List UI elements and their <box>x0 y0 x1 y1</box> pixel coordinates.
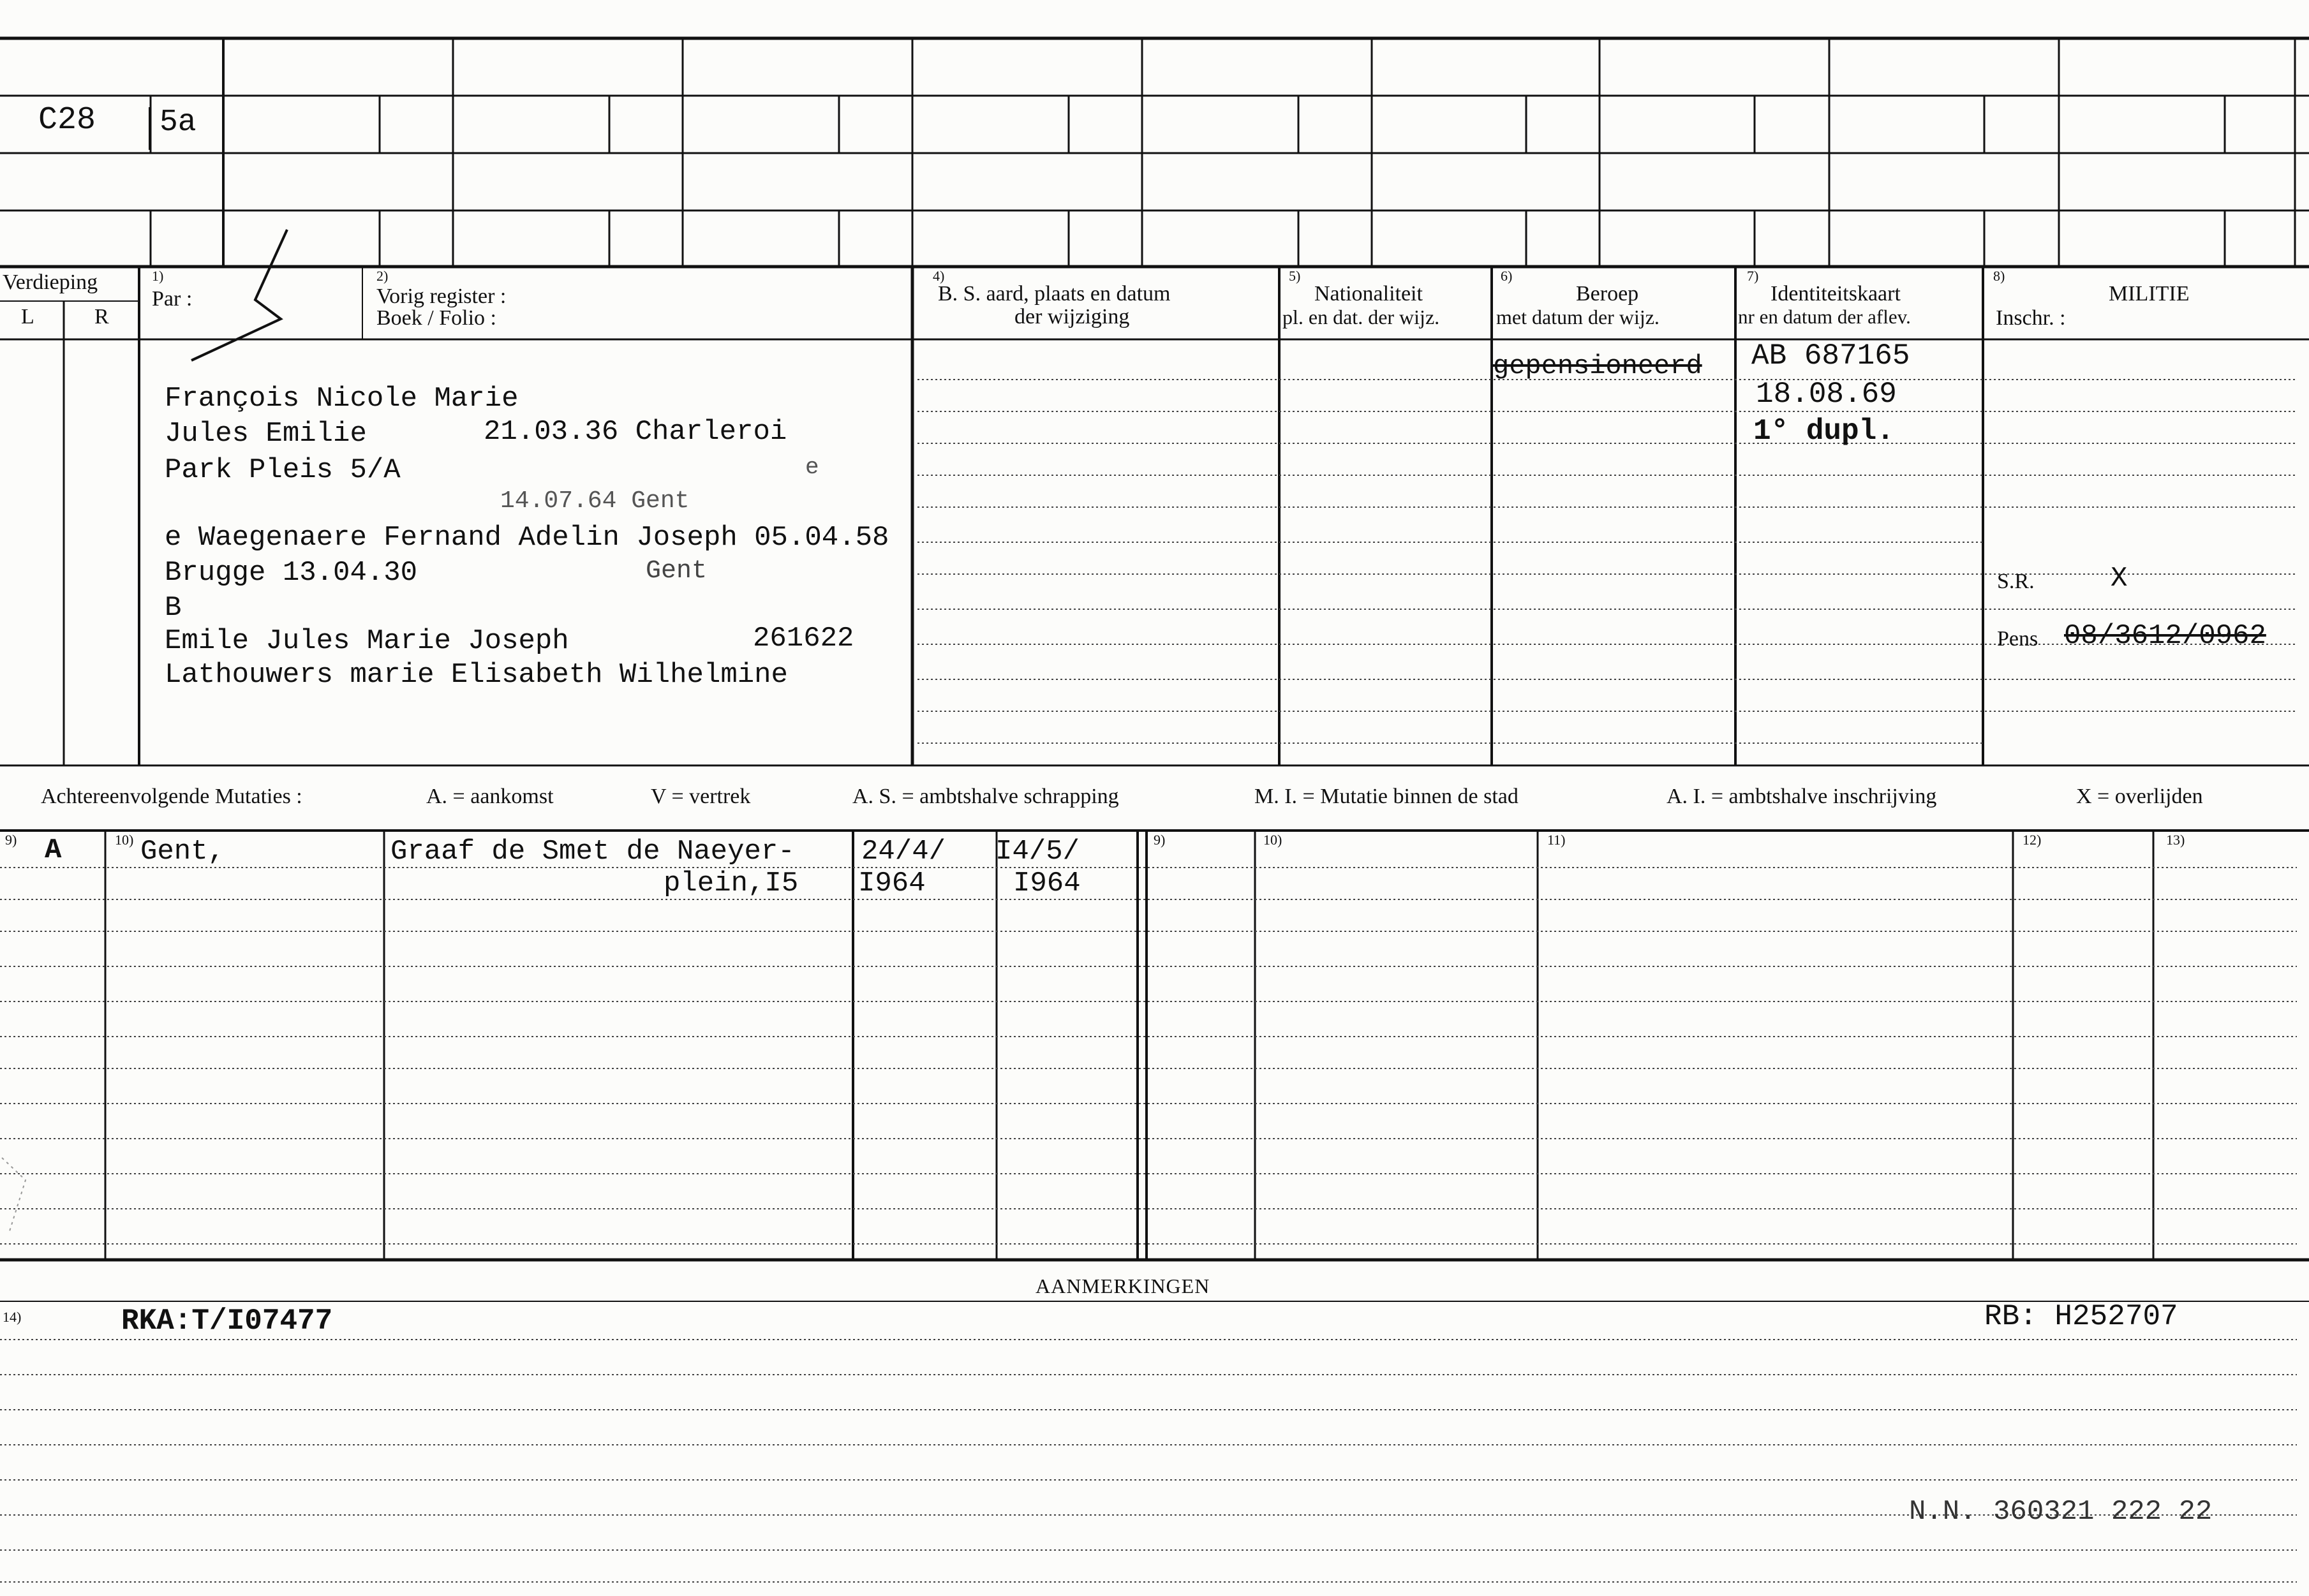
col8-number: 8) <box>1993 268 2005 284</box>
par-label: Par : <box>152 287 193 311</box>
legend-mi: M. I. = Mutatie binnen de stad <box>1254 785 1518 808</box>
national-number: N.N. 360321 222 22 <box>1909 1496 2213 1528</box>
legend-x: X = overlijden <box>2076 785 2203 808</box>
wijziging-label: der wijziging <box>1014 305 1130 329</box>
mutation-street-line1: Graaf de Smet de Naeyer- <box>390 836 795 868</box>
arrival-date-line2: I964 <box>858 868 926 899</box>
nationaliteit-sub-label: pl. en dat. der wijz. <box>1282 306 1440 329</box>
mut-col13b-number: 13) <box>2166 832 2185 848</box>
legend-v: V = vertrek <box>651 785 751 808</box>
id-card-note: 1° dupl. <box>1753 415 1894 448</box>
col6-number: 6) <box>1501 268 1513 284</box>
b-mark: B <box>165 592 182 624</box>
vorig-register-label: Vorig register : <box>376 284 507 308</box>
rb-reference: RB: H252707 <box>1984 1300 2178 1333</box>
card-code: C28 <box>38 102 96 138</box>
col7-number: 7) <box>1747 268 1759 284</box>
legend-as: A. S. = ambtshalve schrapping <box>852 785 1119 808</box>
address: Park Pleis 5/A <box>165 454 401 486</box>
col2-number: 2) <box>376 268 389 284</box>
father-name: Emile Jules Marie Joseph <box>165 625 569 657</box>
mut-col10b-number: 10) <box>1263 832 1282 848</box>
mut-col9-number: 9) <box>5 832 17 848</box>
arrival-date-line1: 24/4/ <box>861 836 946 868</box>
sr-value: X <box>2111 563 2128 595</box>
col4-number: 4) <box>933 268 945 284</box>
beroep-sub-label: met datum der wijz. <box>1496 306 1659 329</box>
identiteitskaart-label: Identiteitskaart <box>1771 282 1901 306</box>
handwritten-mark <box>191 230 287 360</box>
marriage-date: 14.07.64 Gent <box>500 487 690 515</box>
given-names: François Nicole Marie <box>165 383 519 415</box>
remarks-number: 14) <box>3 1309 22 1325</box>
id-card-number: AB 687165 <box>1751 339 1910 373</box>
legend-ai: A. I. = ambtshalve inschrijving <box>1667 785 1937 808</box>
mut-col9b-number: 9) <box>1154 832 1166 848</box>
e-mark: e <box>805 454 819 480</box>
mut-col11b-number: 11) <box>1547 832 1566 848</box>
legend-title: Achtereenvolgende Mutaties : <box>41 785 302 808</box>
verdieping-label: Verdieping <box>3 270 98 294</box>
second-name-line: Jules Emilie <box>165 418 367 450</box>
birth-date-place: 21.03.36 Charleroi <box>484 416 787 448</box>
remarks-title: AANMERKINGEN <box>1036 1275 1210 1297</box>
spouse: e Waegenaere Fernand Adelin Joseph 05.04.58 <box>165 522 889 554</box>
pens-label: Pens <box>1997 627 2038 651</box>
boek-folio-label: Boek / Folio : <box>376 306 496 330</box>
right-label: R <box>94 305 109 329</box>
col1-number: 1) <box>152 268 164 284</box>
id-card-date: 18.08.69 <box>1756 378 1897 411</box>
mut-col12b-number: 12) <box>2023 832 2042 848</box>
beroep-value: gepensioneerd <box>1493 351 1702 381</box>
mother-name: Lathouwers marie Elisabeth Wilhelmine <box>165 659 788 691</box>
col5-number: 5) <box>1289 268 1301 284</box>
identiteitskaart-sub-label: nr en datum der aflev. <box>1738 306 1911 328</box>
pens-value: 08/3612/0962 <box>2064 620 2266 652</box>
registration-date-line1: I4/5/ <box>995 836 1080 868</box>
militie-label: MILITIE <box>2109 282 2190 306</box>
sr-label: S.R. <box>1997 570 2035 593</box>
spouse-birth-place: Brugge 13.04.30 <box>165 557 418 589</box>
left-label: L <box>21 305 34 329</box>
legend-a: A. = aankomst <box>426 785 554 808</box>
mutation-street-line2: plein,I5 <box>664 868 799 899</box>
spouse-city: Gent <box>646 557 708 586</box>
mutation-type: A <box>45 834 62 866</box>
nationaliteit-label: Nationaliteit <box>1314 282 1423 306</box>
bs-aard-label: B. S. aard, plaats en datum <box>938 282 1171 306</box>
registration-date-line2: I964 <box>1013 868 1081 899</box>
rka-reference: RKA:T/I07477 <box>121 1304 333 1338</box>
father-code: 261622 <box>753 623 854 654</box>
card-sub: 5a <box>160 105 197 140</box>
mutation-city: Gent, <box>140 836 225 868</box>
inschr-label: Inschr. : <box>1996 306 2066 330</box>
mut-col10-number: 10) <box>115 832 134 848</box>
beroep-label: Beroep <box>1576 282 1639 306</box>
